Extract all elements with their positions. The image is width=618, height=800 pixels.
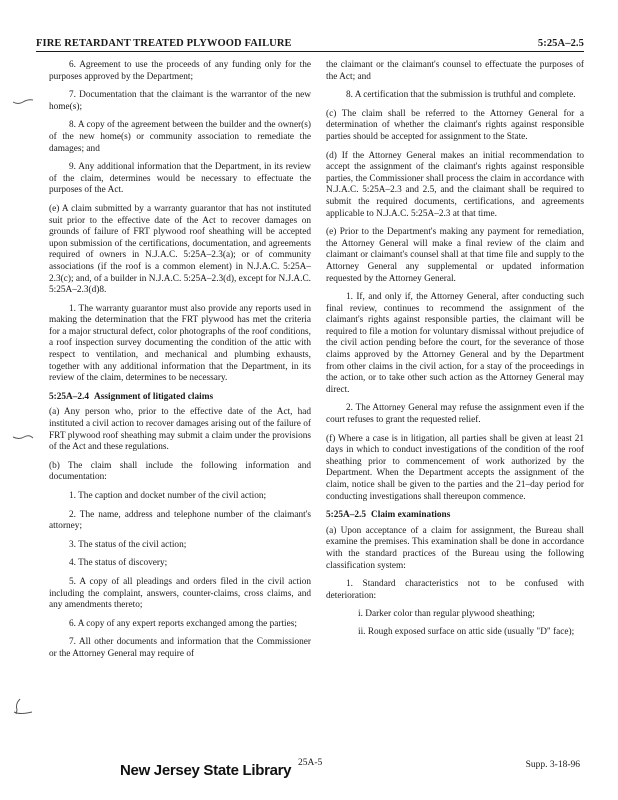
header-section: 5:25A–2.5: [537, 38, 584, 49]
paragraph: 6. Agreement to use the proceeds of any funding only for the purposes approved by the Department;: [49, 60, 311, 82]
paragraph: 8. A certification that the submission is truthful and complete.: [346, 90, 576, 101]
list-item: 2. The name, address and telephone number of the claimant's attorney;: [49, 509, 311, 532]
paragraph: (b) The claim shall include the following information and documentation:: [49, 460, 311, 483]
paragraph: 9. Any additional information that the Department, in its review of the claim, determines would be necessary to effectuate the purposes of the Act.: [49, 162, 311, 196]
header-title: FIRE RETARDANT TREATED PLYWOOD FAILURE: [36, 38, 292, 49]
list-item: 5. A copy of all pleadings and orders filed in the civil action including the complaint, answers, counter-claims, cross claims, and any amendments thereto;: [49, 576, 311, 611]
list-item: 1. Standard characteristics not to be confused with deterioration:: [326, 579, 584, 601]
margin-scribble-icon: [12, 96, 34, 106]
page-number: 25A-5: [298, 758, 323, 768]
section-heading: [326, 510, 584, 522]
list-item: 3. The status of the civil action;: [69, 539, 187, 550]
section-heading: [49, 392, 311, 404]
section-title: Claim examinations: [371, 510, 451, 521]
list-subitem: ii. Rough exposed surface on attic side (usually "D" face);: [358, 626, 575, 637]
paragraph: 2. The Attorney General may refuse the assignment even if the court refuses to grant the requested relief.: [326, 403, 584, 426]
paragraph: (d) If the Attorney General makes an initial recommendation to accept the assignment of the claimant's rights against responsible parties, the Commissioner shall process the claim in accordance with N.J.A.C. 5:25A–2.3 and 2.5, and the claimant shall be required to submit the required documents, certifications, and agreements applicable to N.J.A.C. 5:25A–2.3 at that time.: [326, 150, 584, 219]
supplement-date: Supp. 3-18-96: [525, 760, 580, 770]
section-number: 5:25A–2.4: [49, 391, 90, 402]
running-header: [36, 38, 584, 52]
paragraph: 1. The warranty guarantor must also provide any reports used in making the determination that the FRT plywood has met the criteria for a major structural defect, color photographs of the roof conditions, a roof inspection survey documenting the condition of the attic with respect to ventilation, and mechanical and plumbing exhausts, together with any additional information that the Department, in its review of the claim, determines to be necessary.: [49, 303, 311, 384]
list-item: 4. The status of discovery;: [69, 558, 168, 569]
paragraph: (e) A claim submitted by a warranty guarantor that has not instituted suit prior to the effective date of the Act to recover damages on grounds of failure of FRT plywood roof sheathing will be accepted upon submission of the certifications, documentation, and agreements required of owners in N.J.A.C. 5:25A–2.3(a); or of community associations (if the roof is a common element) in N.J.A.C. 5:25A–2.3(c); and, of a builder in N.J.A.C. 5:25A–2.3(d), except for N.J.A.C. 5:25A–2.3(d)8.: [49, 203, 311, 296]
paragraph: 8. A copy of the agreement between the builder and the owner(s) of the new home(s) or community association to remediate the damages; and: [49, 120, 311, 154]
section-title: Assignment of litigated claims: [94, 391, 214, 402]
paragraph: (a) Any person who, prior to the effective date of the Act, had instituted a civil action to recover damages arising out of the failure of FRT plywood roof sheathing may submit a claim under the provisions of the Act and these regulations.: [49, 407, 311, 453]
right-column: [326, 60, 584, 645]
left-column: [49, 60, 311, 668]
margin-scribble-icon: [12, 432, 34, 442]
paragraph: (e) Prior to the Department's making any payment for remediation, the Attorney General will make a final review of the claim and claimant or claimant's counsel shall at that time file and supply to the Attorney General any supplemental or updated information requested by the Attorney General.: [326, 227, 584, 284]
paragraph: 1. If, and only if, the Attorney General, after conducting such final review, continues to recommend the assignment of the claimant's rights against responsible parties, the claimant will be required to file a motion for voluntary dismissal without prejudice of the civil action pending before the court, for the severance of those claims approved by the Attorney General and by the Department from other claims in the civil action, for a stay of the proceedings in the action, or to take other such action as the Attorney General may direct.: [326, 292, 584, 395]
section-number: 5:25A–2.5: [326, 510, 367, 521]
list-item: 1. The caption and docket number of the civil action;: [69, 491, 267, 501]
paragraph: (f) Where a case is in litigation, all parties shall be given at least 21 days in which to conduct investigations of the condition of the roof sheathing prior to commencement of work authorized by the Department. When the Department accepts the assignment of the claim, notice shall be given to the parties and the 21–day period for conducting investigations shall thereupon commence.: [326, 433, 584, 502]
paragraph: (c) The claim shall be referred to the Attorney General for a determination of whether the claimant's rights against responsible parties should be accepted for assignment to the State.: [326, 108, 584, 142]
list-item: 6. A copy of any expert reports exchanged among the parties;: [69, 618, 297, 629]
library-stamp: New Jersey State Library: [120, 762, 292, 779]
list-item: 7. All other documents and information that the Commissioner or the Attorney General may require of: [49, 637, 311, 659]
paragraph: the claimant or the claimant's counsel to effectuate the purposes of the Act; and: [326, 60, 584, 82]
margin-bracket-icon: [12, 698, 34, 716]
page-footer: [0, 756, 618, 786]
paragraph: 7. Documentation that the claimant is the warrantor of the new home(s);: [49, 90, 311, 112]
list-subitem: i. Darker color than regular plywood sheathing;: [358, 609, 535, 620]
paragraph: (a) Upon acceptance of a claim for assignment, the Bureau shall examine the premises. This examination shall be done in accordance with the standard practices of the Bureau using the following classification system:: [326, 525, 584, 571]
